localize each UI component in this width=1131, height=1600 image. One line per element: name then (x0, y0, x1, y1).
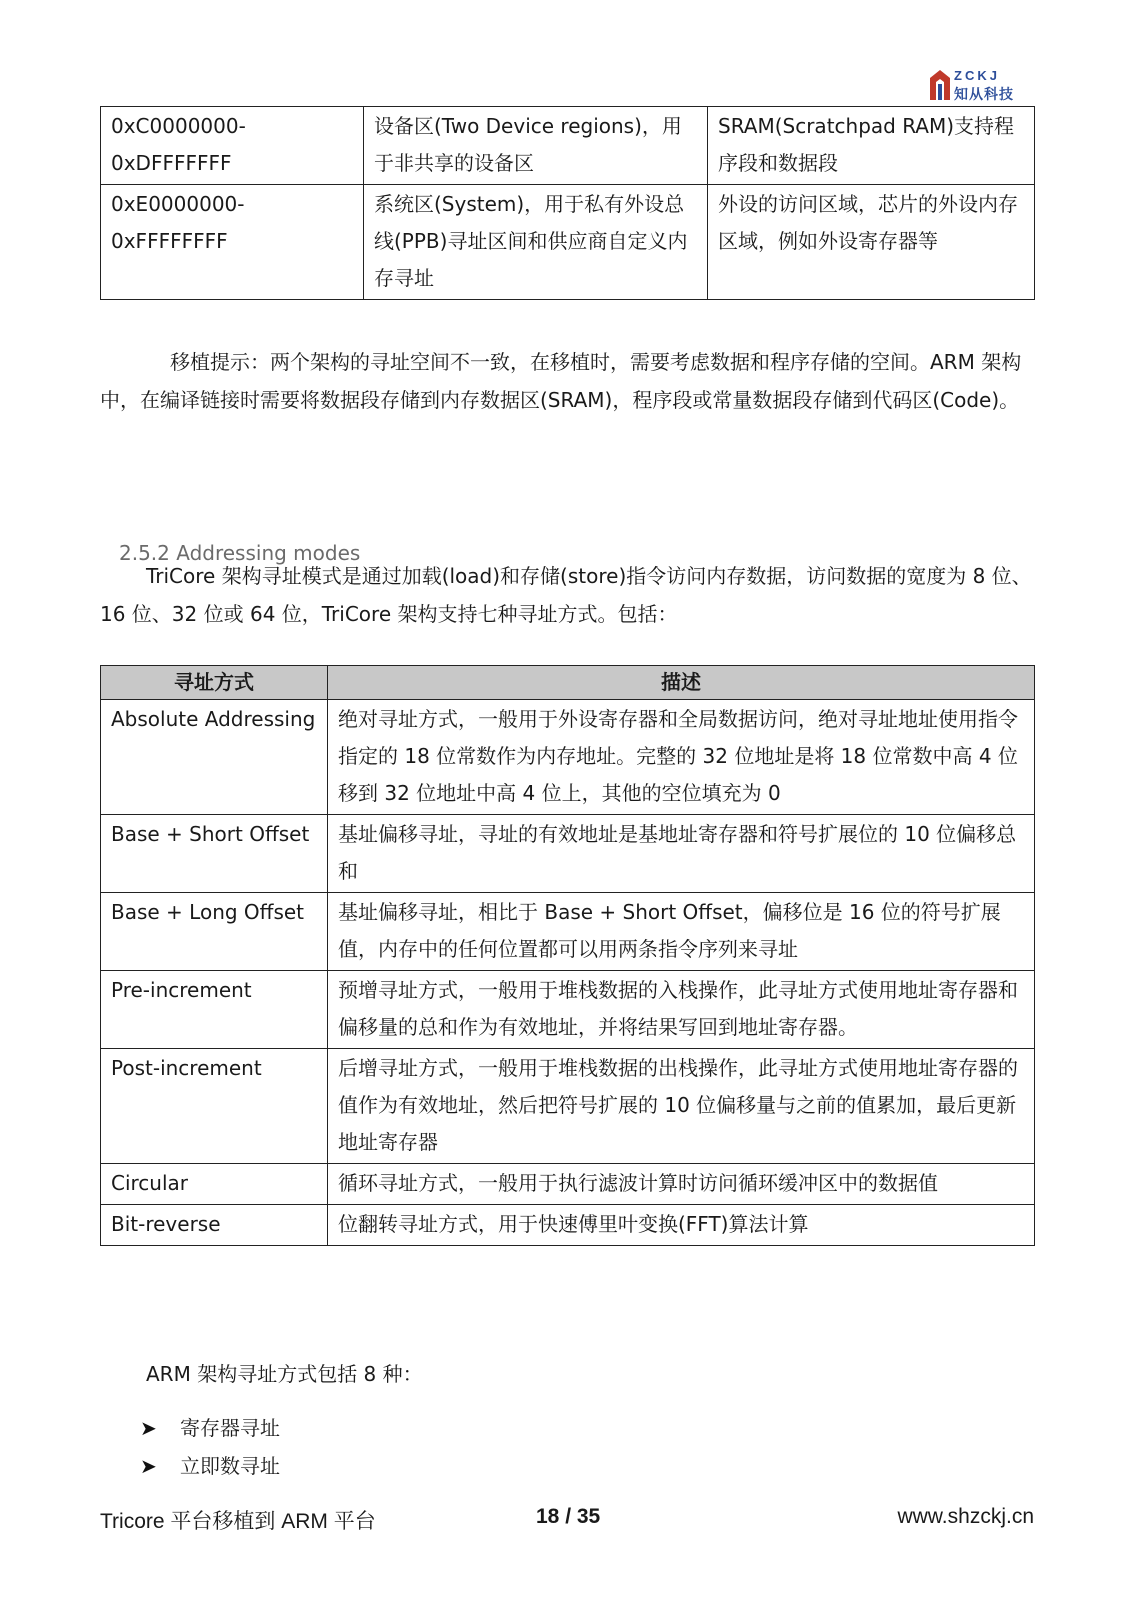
mode-cell: Absolute Addressing (101, 700, 328, 815)
table-row (101, 1205, 1035, 1246)
section-heading: 2.5.2 Addressing modes (119, 541, 361, 565)
column-header-mode: 寻址方式 (101, 666, 328, 700)
table-header-row (101, 666, 1035, 700)
page-footer (100, 1505, 1034, 1535)
table-row (101, 971, 1035, 1049)
logo-mark-icon (930, 70, 950, 100)
table-row (101, 700, 1035, 815)
mode-cell: Pre-increment (101, 971, 328, 1049)
list-item-label: 寄存器寻址 (180, 1416, 280, 1440)
list-item-label: 立即数寻址 (180, 1454, 280, 1478)
desc-cell: 循环寻址方式，一般用于执行滤波计算时访问循环缓冲区中的数据值 (328, 1164, 1035, 1205)
mode-cell: Post-increment (101, 1049, 328, 1164)
table-row (101, 1164, 1035, 1205)
logo-text-cn: 知从科技 (954, 87, 1014, 103)
desc-cell: 基址偏移寻址，寻址的有效地址是基地址寄存器和符号扩展位的 10 位偏移总和 (328, 815, 1035, 893)
footer-doc-title: Tricore 平台移植到 ARM 平台 (100, 1510, 376, 1533)
table-row (101, 107, 1035, 185)
desc-cell: 基址偏移寻址，相比于 Base + Short Offset，偏移位是 16 位的符号扩展值，内存中的任何位置都可以用两条指令序列来寻址 (328, 893, 1035, 971)
memory-map-table (100, 106, 1035, 300)
desc-cell: 预增寻址方式，一般用于堆栈数据的入栈操作，此寻址方式使用地址寄存器和偏移量的总和作为有效地址，并将结果写回到地址寄存器。 (328, 971, 1035, 1049)
arrow-bullet-icon: ➤ (140, 1416, 157, 1440)
footer-website-link[interactable]: www.shzckj.cn (897, 1505, 1034, 1528)
desc-cell: 绝对寻址方式，一般用于外设寄存器和全局数据访问，绝对寻址地址使用指令指定的 18 位常数作为内存地址。完整的 32 位地址是将 18 位常数中高 4 位移到 32 位地址中高 4 位上，其他的空位填充为 0 (328, 700, 1035, 815)
usage-cell: 外设的访问区域，芯片的外设内存区域，例如外设寄存器等 (708, 185, 1035, 300)
table-row (101, 1049, 1035, 1164)
column-header-desc: 描述 (328, 666, 1035, 700)
logo-text-en: ZCKJ (954, 68, 1000, 83)
arm-intro-paragraph: ARM 架构寻址方式包括 8 种： (146, 1362, 423, 1386)
region-cell: 系统区(System)，用于私有外设总线(PPB)寻址区间和供应商自定义内存寻址 (364, 185, 708, 300)
intro-paragraph: TriCore 架构寻址模式是通过加载(load)和存储(store)指令访问内存数据，访问数据的宽度为 8 位、16 位、32 位或 64 位，TriCore 架构支持七种寻址方式。包括： (100, 564, 1032, 626)
address-range-cell: 0xC0000000-0xDFFFFFFF (101, 107, 364, 185)
porting-tip-paragraph: 移植提示：两个架构的寻址空间不一致，在移植时，需要考虑数据和程序存储的空间。ARM 架构中，在编译链接时需要将数据段存储到内存数据区(SRAM)，程序段或常量数据段存储到代码区(Code)。 (100, 350, 1022, 412)
table-row (101, 815, 1035, 893)
mode-cell: Bit-reverse (101, 1205, 328, 1246)
usage-cell: SRAM(Scratchpad RAM)支持程序段和数据段 (708, 107, 1035, 185)
page-number: 18 / 35 (536, 1505, 601, 1528)
region-cell: 设备区(Two Device regions)，用于非共享的设备区 (364, 107, 708, 185)
desc-cell: 后增寻址方式，一般用于堆栈数据的出栈操作，此寻址方式使用地址寄存器的值作为有效地址，然后把符号扩展的 10 位偏移量与之前的值累加，最后更新地址寄存器 (328, 1049, 1035, 1164)
address-range-cell: 0xE0000000-0xFFFFFFFF (101, 185, 364, 300)
mode-cell: Base + Long Offset (101, 893, 328, 971)
arrow-bullet-icon: ➤ (140, 1454, 157, 1478)
desc-cell: 位翻转寻址方式，用于快速傅里叶变换(FFT)算法计算 (328, 1205, 1035, 1246)
mode-cell: Base + Short Offset (101, 815, 328, 893)
mode-cell: Circular (101, 1164, 328, 1205)
addressing-modes-table (100, 665, 1035, 1246)
list-item (140, 1447, 280, 1485)
company-logo (930, 66, 1030, 104)
table-row (101, 893, 1035, 971)
arm-modes-list (140, 1409, 280, 1485)
table-row (101, 185, 1035, 300)
list-item (140, 1409, 280, 1447)
